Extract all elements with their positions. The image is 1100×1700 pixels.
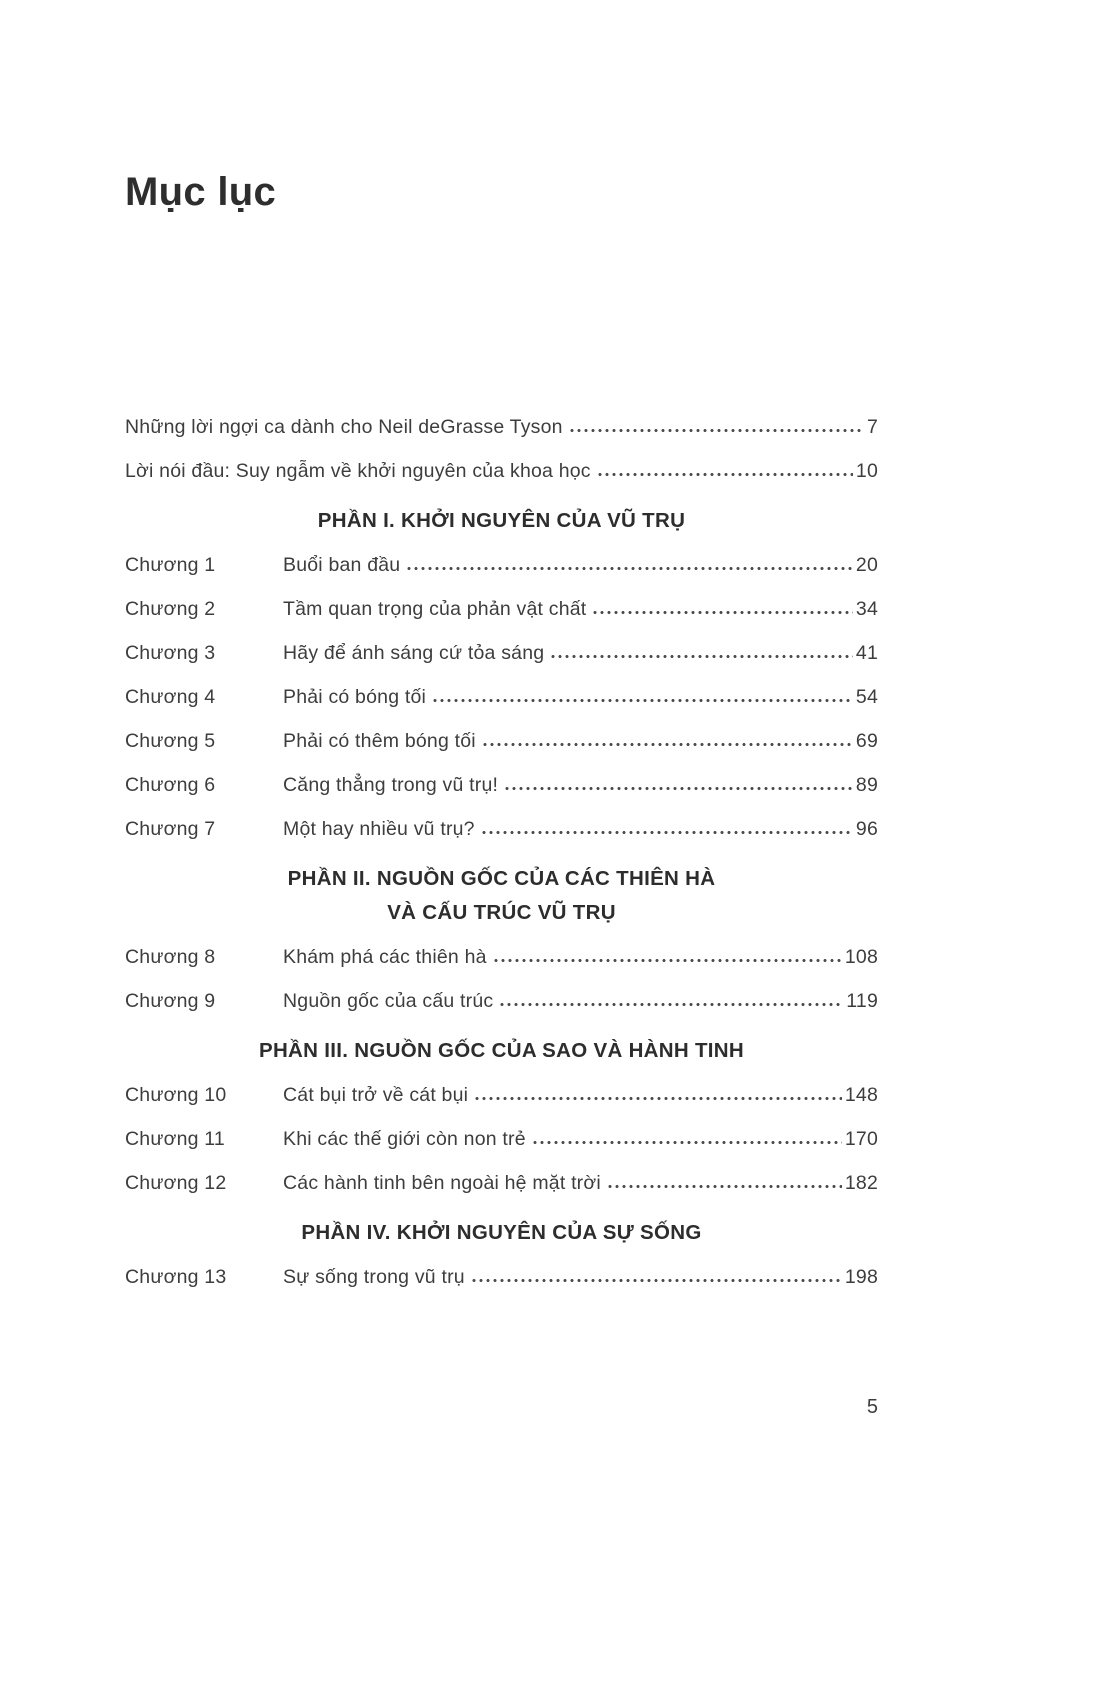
dot-leader (593, 610, 852, 615)
entry-page-number: 89 (855, 774, 878, 796)
chapter-label: Chương 13 (125, 1266, 227, 1288)
section-heading (125, 1216, 878, 1250)
section-heading (125, 1034, 878, 1068)
toc-section (125, 862, 878, 1014)
entry-page-number: 170 (844, 1128, 878, 1150)
dot-leader (500, 1002, 843, 1007)
entry-page-number: 182 (844, 1172, 878, 1194)
entry-title: Hãy để ánh sáng cứ tỏa sáng (283, 642, 545, 664)
dot-leader (505, 786, 853, 791)
section-heading-line: PHẦN II. NGUỒN GỐC CỦA CÁC THIÊN HÀ (287, 867, 716, 890)
toc-entry-row (125, 1170, 878, 1196)
entry-title: Nguồn gốc của cấu trúc (283, 990, 494, 1012)
entry-page-number: 7 (866, 416, 878, 438)
chapter-label: Chương 4 (125, 686, 216, 708)
toc-entry-row (125, 1082, 878, 1108)
section-heading (125, 862, 878, 930)
dot-leader (494, 958, 842, 963)
entry-title: Lời nói đầu: Suy ngẫm về khởi nguyên của khoa học (125, 460, 591, 482)
section-heading-line: VÀ CẤU TRÚC VŨ TRỤ (387, 901, 616, 924)
entry-title: Căng thẳng trong vũ trụ! (283, 774, 499, 796)
entry-title: Buổi ban đầu (283, 554, 401, 576)
section-heading-line: PHẦN IV. KHỞI NGUYÊN CỦA SỰ SỐNG (301, 1221, 702, 1244)
dot-leader (472, 1278, 842, 1283)
entry-page-number: 148 (844, 1084, 878, 1106)
dot-leader (482, 830, 853, 835)
toc-entry-row (125, 458, 878, 484)
toc-entry-row (125, 1126, 878, 1152)
chapter-label: Chương 8 (125, 946, 216, 968)
dot-leader (407, 566, 853, 571)
toc-entry-row (125, 552, 878, 578)
toc-entry-row (125, 414, 878, 440)
chapter-label: Chương 6 (125, 774, 216, 796)
chapter-label: Chương 2 (125, 598, 216, 620)
dot-leader (475, 1096, 842, 1101)
chapter-label: Chương 9 (125, 990, 216, 1012)
entry-page-number: 10 (855, 460, 878, 482)
chapter-label: Chương 1 (125, 554, 216, 576)
page-title: Mục lục (125, 170, 277, 214)
entry-page-number: 20 (855, 554, 878, 576)
toc-entry-row (125, 596, 878, 622)
front-matter-list (125, 414, 878, 484)
section-heading (125, 504, 878, 538)
toc-entry-row (125, 684, 878, 710)
entry-page-number: 54 (855, 686, 878, 708)
toc-entry-row (125, 1264, 878, 1290)
toc-entry-row (125, 640, 878, 666)
toc-entry-row (125, 944, 878, 970)
entry-page-number: 69 (855, 730, 878, 752)
dot-leader (433, 698, 853, 703)
page-folio: 5 (866, 1396, 878, 1418)
toc-entry-row (125, 728, 878, 754)
section-heading-line: PHẦN III. NGUỒN GỐC CỦA SAO VÀ HÀNH TINH (258, 1039, 745, 1062)
toc-entry-row (125, 772, 878, 798)
entry-page-number: 96 (855, 818, 878, 840)
toc-section (125, 504, 878, 842)
section-heading-line: PHẦN I. KHỞI NGUYÊN CỦA VŨ TRỤ (317, 509, 686, 532)
entry-page-number: 41 (855, 642, 878, 664)
chapter-label: Chương 3 (125, 642, 216, 664)
toc-entry-row (125, 816, 878, 842)
entry-title: Một hay nhiều vũ trụ? (283, 818, 475, 840)
dot-leader (551, 654, 853, 659)
entry-page-number: 108 (844, 946, 878, 968)
entry-title: Những lời ngợi ca dành cho Neil deGrasse Tyson (125, 416, 563, 438)
entry-page-number: 34 (855, 598, 878, 620)
entry-title: Sự sống trong vũ trụ (283, 1266, 465, 1288)
toc-entry-row (125, 988, 878, 1014)
entry-page-number: 198 (844, 1266, 878, 1288)
entry-title: Khi các thế giới còn non trẻ (283, 1128, 526, 1150)
toc-section (125, 1034, 878, 1196)
chapter-label: Chương 5 (125, 730, 216, 752)
dot-leader (483, 742, 853, 747)
entry-title: Tầm quan trọng của phản vật chất (283, 598, 587, 620)
entry-title: Cát bụi trở về cát bụi (283, 1084, 469, 1106)
dot-leader (598, 472, 853, 477)
dot-leader (533, 1140, 842, 1145)
chapter-label: Chương 11 (125, 1128, 225, 1150)
entry-title: Phải có bóng tối (283, 686, 427, 708)
dot-leader (570, 428, 864, 433)
entry-title: Khám phá các thiên hà (283, 946, 487, 968)
toc-section (125, 1216, 878, 1290)
chapter-label: Chương 10 (125, 1084, 227, 1106)
chapter-label: Chương 12 (125, 1172, 227, 1194)
entry-title: Phải có thêm bóng tối (283, 730, 476, 752)
entry-page-number: 119 (846, 990, 878, 1012)
entry-title: Các hành tinh bên ngoài hệ mặt trời (283, 1172, 601, 1194)
dot-leader (608, 1184, 842, 1189)
chapter-label: Chương 7 (125, 818, 216, 840)
